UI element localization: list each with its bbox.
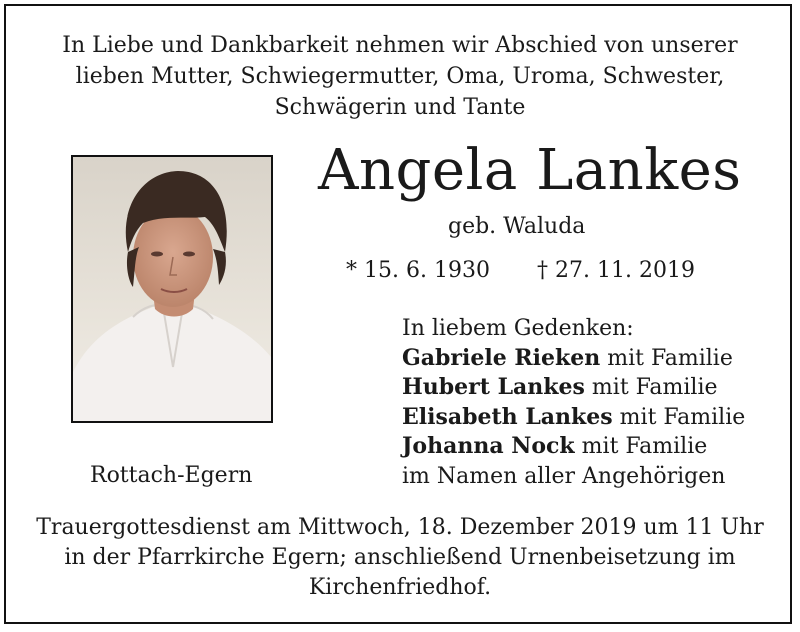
death-date: † 27. 11. 2019 [537, 258, 695, 283]
service-line: Trauergottesdienst am Mittwoch, 18. Dezember 2019 um 11 Uhr [36, 515, 764, 540]
mourner-entry [402, 432, 745, 462]
mourner-suffix: mit Familie [584, 375, 718, 400]
mourner-entry [402, 373, 745, 403]
mourner-name: Johanna Nock [402, 433, 575, 459]
mourners-list [402, 314, 745, 491]
service-line: in der Pfarrkirche Egern; anschließend Urnenbeisetzung im [64, 545, 736, 570]
residence-place: Rottach-Egern [90, 463, 253, 488]
birth-date: * 15. 6. 1930 [346, 258, 490, 283]
mourners-closing: im Namen aller Angehörigen [402, 463, 726, 489]
mourner-suffix: mit Familie [600, 345, 733, 371]
mourner-entry [402, 344, 745, 374]
intro-line: In Liebe und Dankbarkeit nehmen wir Abschied von unserer [62, 33, 738, 58]
portrait-image [73, 157, 271, 421]
deceased-name: Angela Lankes [318, 138, 742, 203]
mourner-name: Elisabeth Lankes [402, 403, 613, 430]
maiden-name: geb. Waluda [448, 214, 586, 239]
mourner-suffix: mit Familie [574, 434, 708, 459]
service-line: Kirchenfriedhof. [308, 575, 492, 600]
intro-line: Schwägerin und Tante [274, 95, 526, 120]
portrait-photo [71, 155, 273, 423]
mourner-suffix: mit Familie [612, 404, 746, 430]
service-info [0, 513, 800, 603]
mourners-heading: In liebem Gedenken: [402, 316, 634, 341]
mourner-name: Hubert Lankes [402, 374, 585, 400]
intro-line: lieben Mutter, Schwiegermutter, Oma, Uroma, Schwester, [75, 64, 725, 89]
intro-text [0, 30, 800, 123]
mourner-entry [402, 403, 745, 433]
mourner-name: Gabriele Rieken [402, 344, 601, 371]
